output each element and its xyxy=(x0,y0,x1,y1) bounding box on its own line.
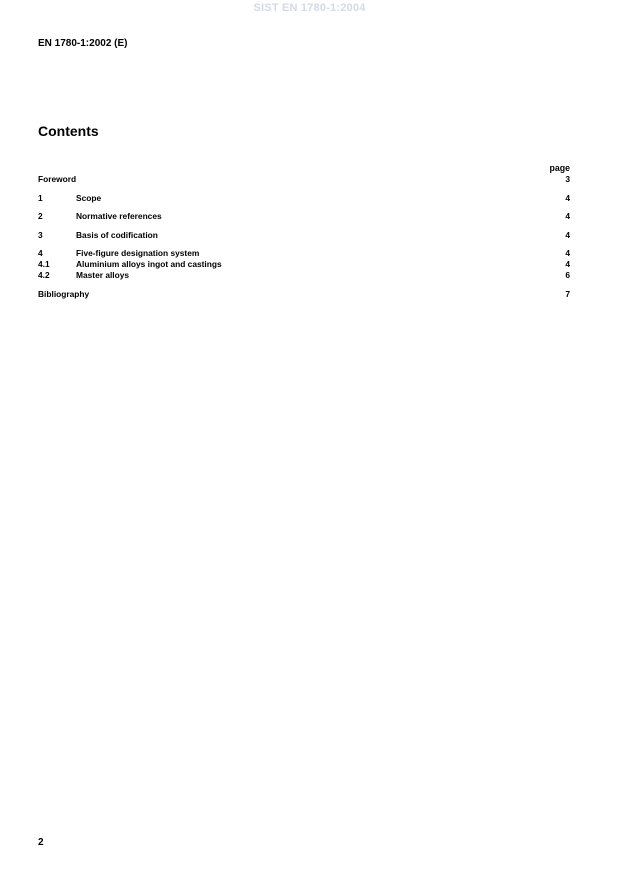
toc-entry-number: 4 xyxy=(38,248,43,258)
toc-entry-title: Scope xyxy=(76,192,102,203)
table-of-contents xyxy=(38,162,570,299)
toc-entry-title: Basis of codification xyxy=(76,229,158,240)
toc-entry-title: Aluminium alloys ingot and castings xyxy=(76,259,222,269)
toc-entry-number: 4.1 xyxy=(38,259,50,269)
toc-entry-page: 4 xyxy=(565,211,570,221)
toc-entry-page: 6 xyxy=(565,270,570,280)
contents-heading: Contents xyxy=(38,123,99,139)
toc-entry-page: 4 xyxy=(565,259,570,269)
toc-entry-title: Five-figure designation system xyxy=(76,248,200,258)
toc-entry-normative-references[interactable] xyxy=(38,211,570,221)
toc-entry-number: 3 xyxy=(38,229,43,240)
toc-entry-number: 4.2 xyxy=(38,270,50,280)
toc-entry-page: 4 xyxy=(565,192,570,203)
toc-entry-five-figure-designation-system[interactable] xyxy=(38,248,570,258)
toc-entry-aluminium-alloys-ingot-and-castings[interactable] xyxy=(38,259,570,269)
toc-entry-page: 3 xyxy=(565,174,570,184)
toc-entry-number: 2 xyxy=(38,211,43,221)
watermark: SIST EN 1780-1:2004 xyxy=(253,2,366,14)
toc-entry-title: Normative references xyxy=(76,211,162,221)
toc-entry-basis-of-codification[interactable] xyxy=(38,230,570,240)
toc-entry-foreword[interactable] xyxy=(38,174,570,184)
document-identifier: EN 1780-1:2002 (E) xyxy=(38,38,128,49)
toc-entry-bibliography[interactable] xyxy=(38,289,570,299)
toc-entry-scope[interactable] xyxy=(38,193,570,203)
page-column-label: page xyxy=(549,163,570,173)
toc-entry-page: 4 xyxy=(565,229,570,240)
page-number: 2 xyxy=(38,837,44,848)
toc-entry-master-alloys[interactable] xyxy=(38,270,570,280)
toc-entry-title: Bibliography xyxy=(38,288,90,299)
toc-entry-title: Foreword xyxy=(38,174,77,184)
toc-entry-title: Master alloys xyxy=(76,270,130,280)
toc-entry-page: 7 xyxy=(565,288,570,299)
toc-entry-page: 4 xyxy=(565,248,570,258)
toc-entry-number: 1 xyxy=(38,192,43,203)
